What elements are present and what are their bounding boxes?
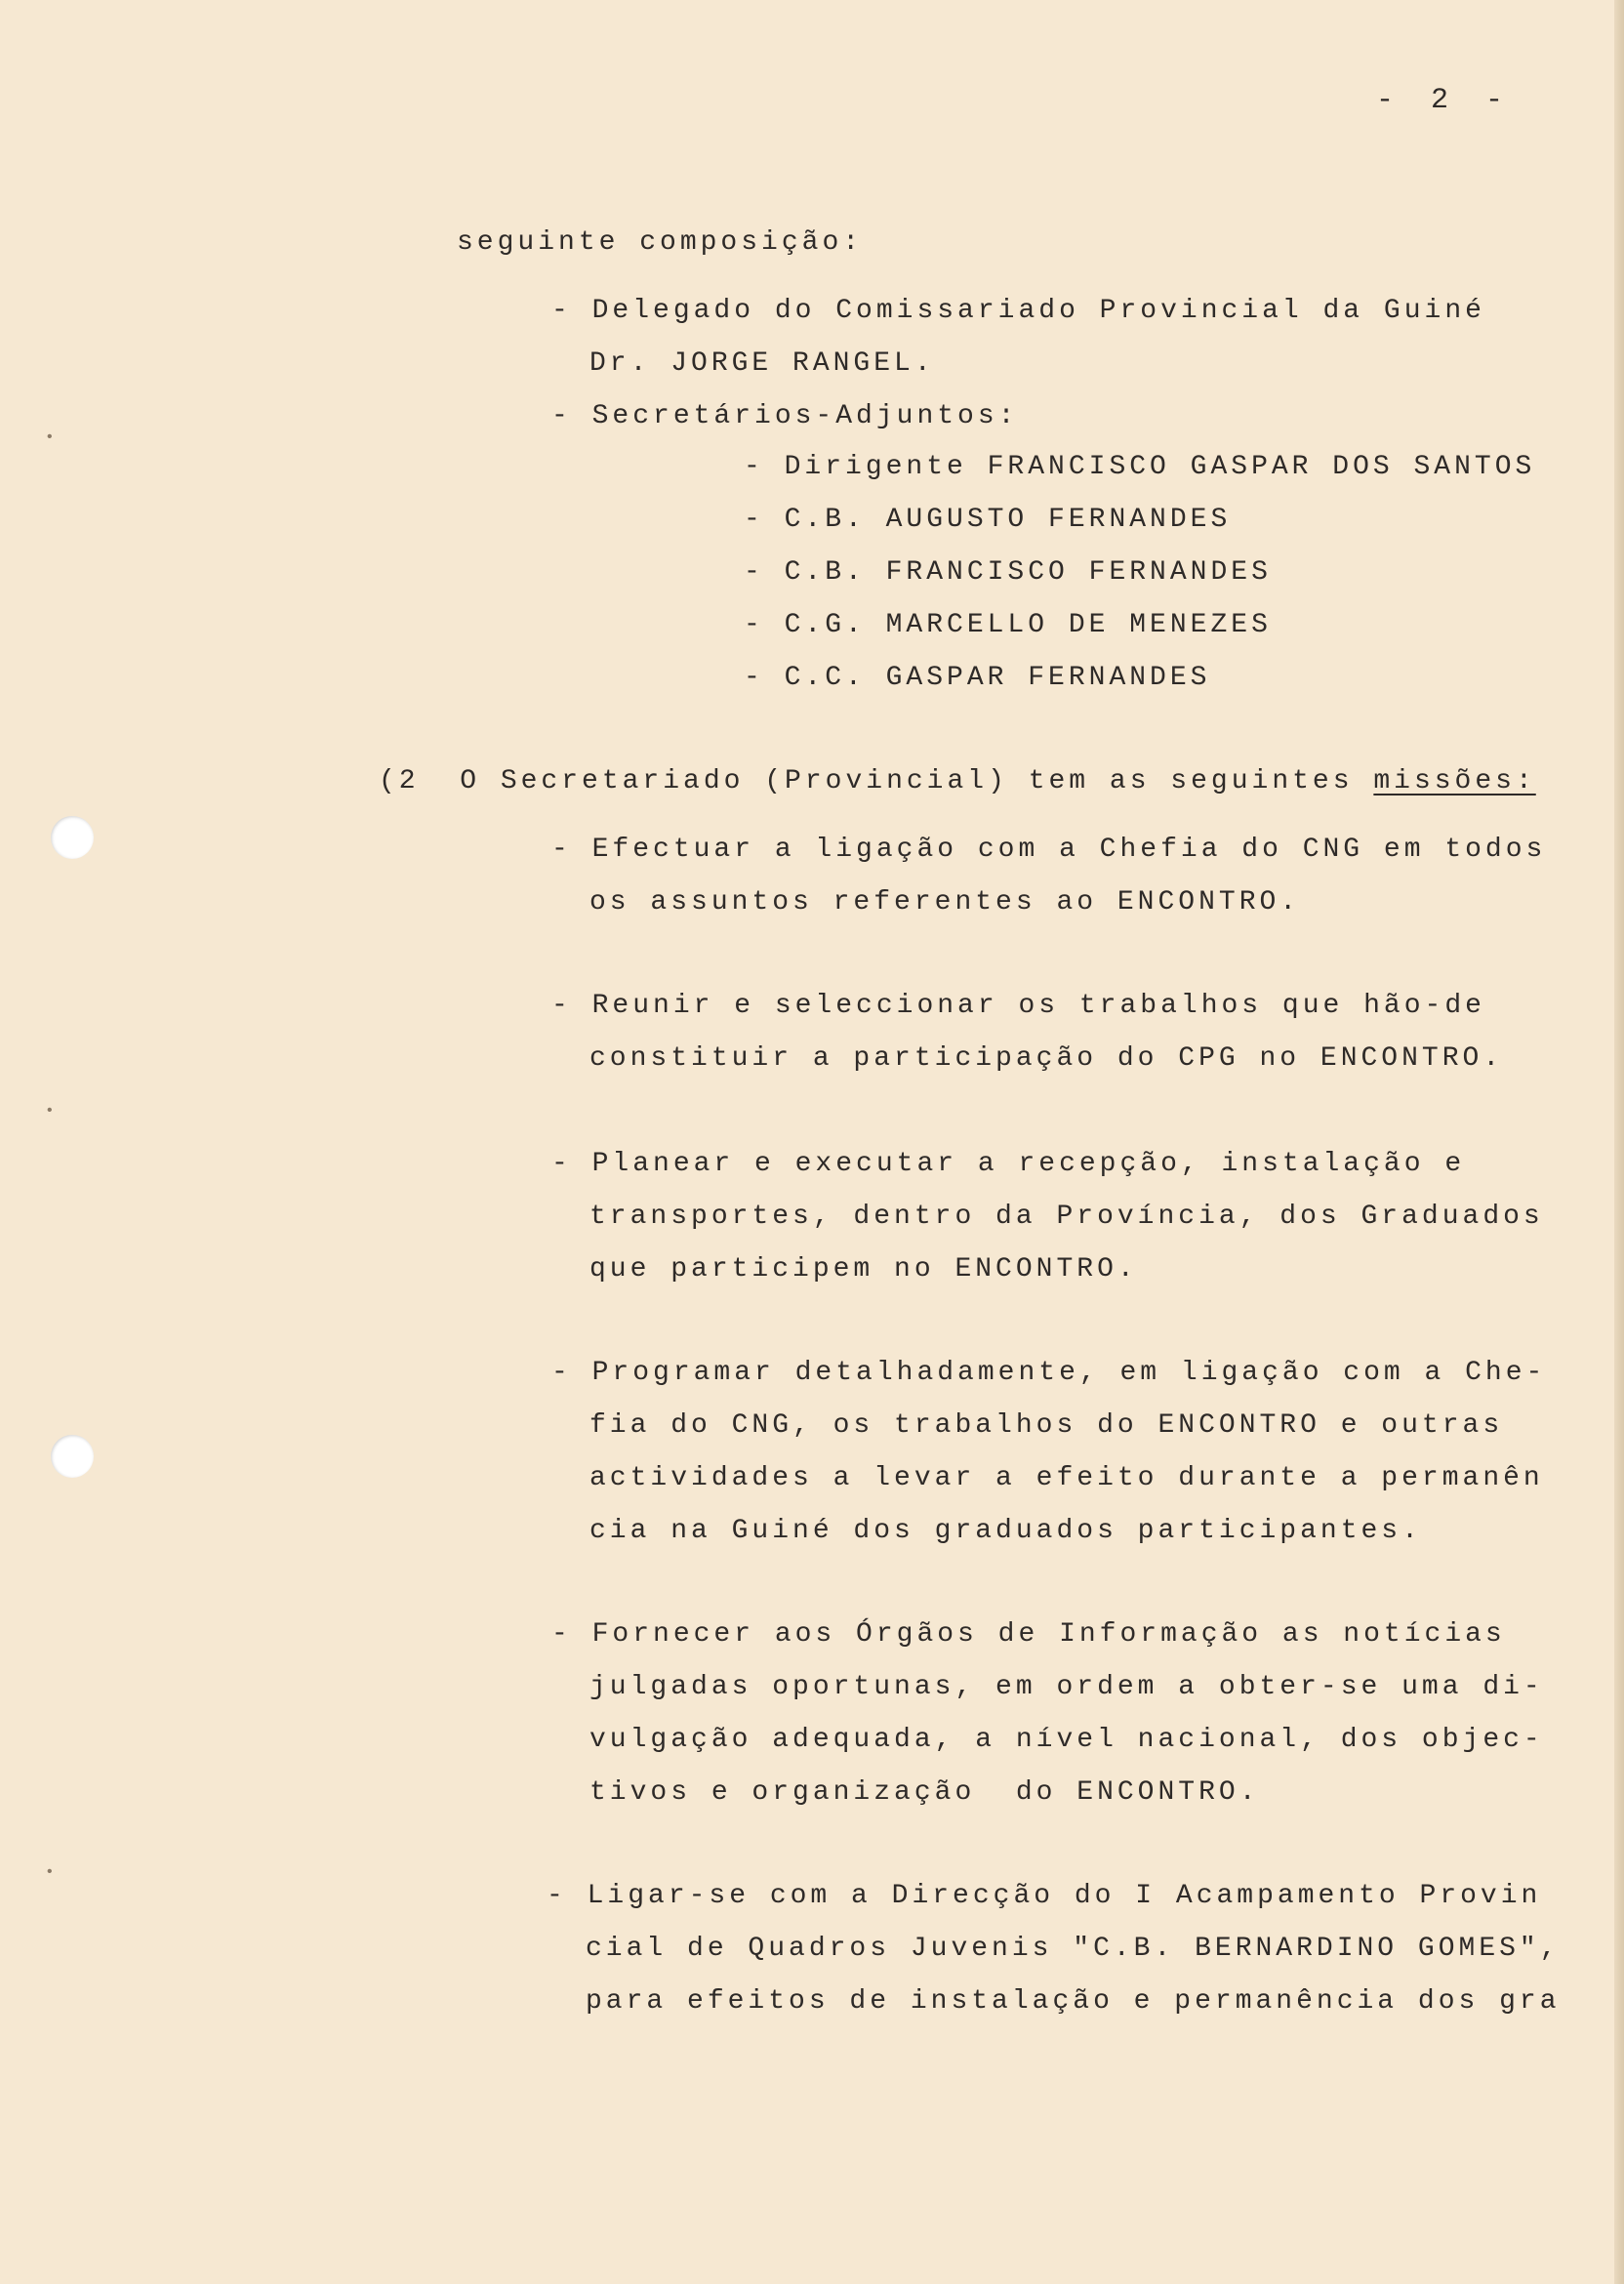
adjunto-item: - C.B. AUGUSTO FERNANDES xyxy=(744,505,1232,535)
mission-line: - Efectuar a ligação com a Chefia do CNG em todos xyxy=(551,835,1547,865)
adjunto-item: - C.B. FRANCISCO FERNANDES xyxy=(744,557,1272,588)
paper-speck: • xyxy=(45,428,55,446)
mission-line: que participem no ENCONTRO. xyxy=(589,1254,1138,1285)
mission-line: fia do CNG, os trabalhos do ENCONTRO e outras xyxy=(589,1410,1504,1441)
mission-line: transportes, dentro da Província, dos Graduados xyxy=(589,1202,1544,1232)
mission-line: vulgação adequada, a nível nacional, dos objec- xyxy=(589,1725,1544,1755)
mission-line: para efeitos de instalação e permanência dos gra xyxy=(586,1986,1561,2017)
mission-line: - Fornecer aos Órgãos de Informação as notícias xyxy=(551,1619,1506,1650)
adjunto-item: - C.C. GASPAR FERNANDES xyxy=(744,663,1211,693)
punch-hole-top xyxy=(51,816,94,859)
section-2-underlined-word: missões: xyxy=(1373,766,1536,796)
page-number: - 2 - xyxy=(1376,84,1514,117)
composition-line: - Delegado do Comissariado Provincial da Guiné xyxy=(551,296,1485,326)
paper-speck: • xyxy=(45,1102,55,1120)
mission-line: constituir a participação do CPG no ENCONTRO. xyxy=(589,1043,1504,1074)
mission-line: - Programar detalhadamente, em ligação com a Che- xyxy=(551,1358,1547,1388)
mission-line: tivos e organização do ENCONTRO. xyxy=(589,1777,1260,1808)
adjunto-item: - C.G. MARCELLO DE MENEZES xyxy=(744,610,1272,640)
paper-edge-shadow xyxy=(1614,0,1624,2284)
mission-line: - Reunir e seleccionar os trabalhos que hão-de xyxy=(551,991,1485,1021)
section-2-heading xyxy=(379,765,1536,798)
adjunto-item: - Dirigente FRANCISCO GASPAR DOS SANTOS xyxy=(744,452,1536,482)
paper-speck: • xyxy=(45,1863,55,1881)
mission-line: julgadas oportunas, em ordem a obter-se uma di- xyxy=(589,1672,1544,1702)
composition-line: Dr. JORGE RANGEL. xyxy=(589,348,935,379)
mission-line: - Ligar-se com a Direcção do I Acampamento Provin xyxy=(547,1881,1542,1911)
intro-line: seguinte composição: xyxy=(457,227,864,258)
mission-line: - Planear e executar a recepção, instalação e xyxy=(551,1149,1466,1179)
mission-line: os assuntos referentes ao ENCONTRO. xyxy=(589,887,1301,918)
mission-line: cia na Guiné dos graduados participantes. xyxy=(589,1516,1422,1546)
mission-line: cial de Quadros Juvenis "C.B. BERNARDINO GOMES", xyxy=(586,1934,1561,1964)
section-2-text: (2 O Secretariado (Provincial) tem as seguintes xyxy=(379,766,1374,796)
composition-line: - Secretários-Adjuntos: xyxy=(551,401,1019,431)
mission-line: actividades a levar a efeito durante a permanên xyxy=(589,1463,1544,1493)
punch-hole-bottom xyxy=(51,1435,94,1478)
